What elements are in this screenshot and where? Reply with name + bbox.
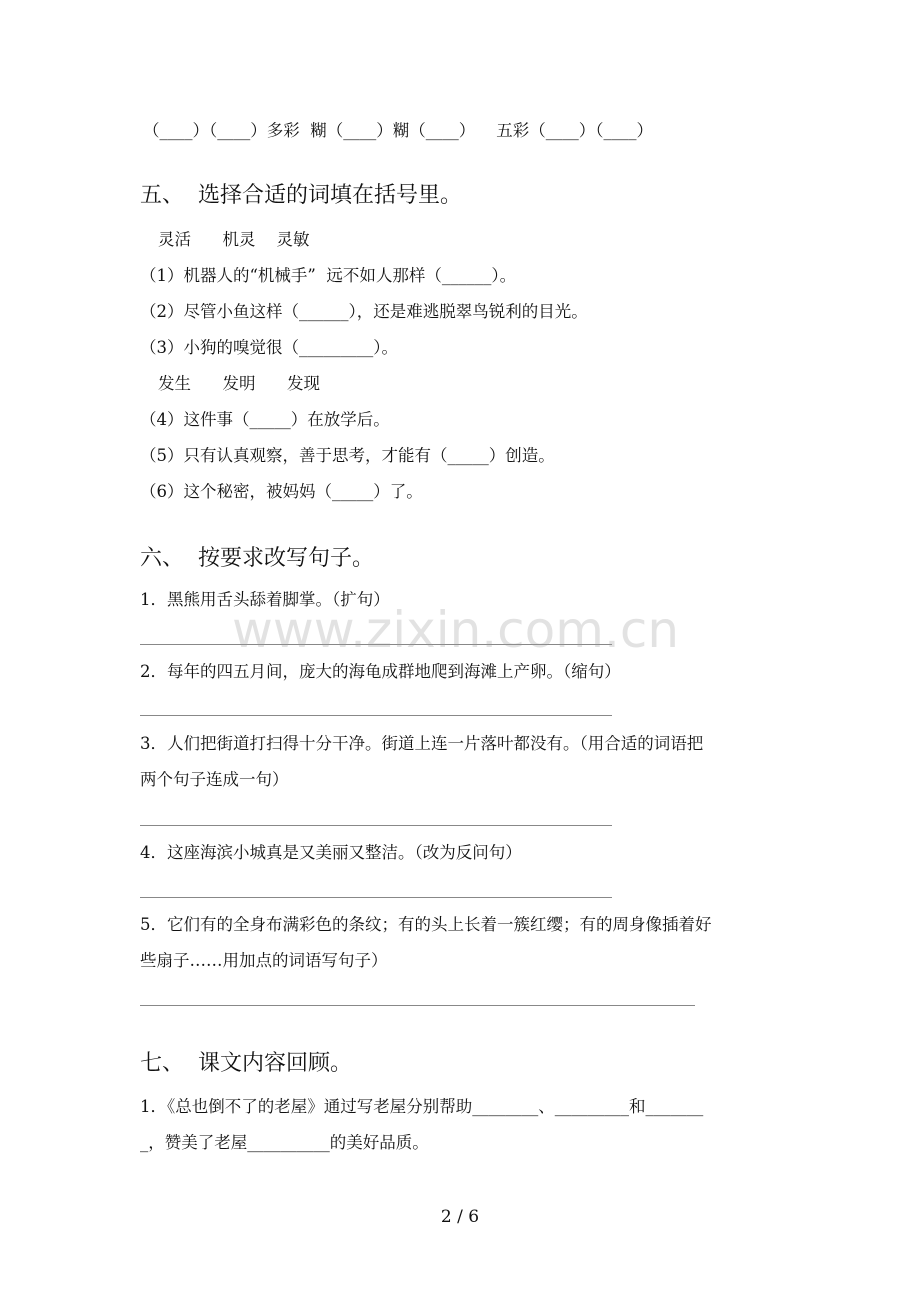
question-5-3: （3）小狗的嗅觉很（_________）。 xyxy=(140,338,398,357)
question-6-3-line-1: 3．人们把街道打扫得十分干净。街道上连一片落叶都没有。（用合适的词语把 xyxy=(140,734,704,753)
question-6-5-line-1: 5．它们有的全身布满彩色的条纹；有的头上长着一簇红缨；有的周身像插着好 xyxy=(140,915,712,934)
section-seven-heading: 七、 课文内容回顾。 xyxy=(140,1051,352,1076)
question-5-4: （4）这件事（_____）在放学后。 xyxy=(140,410,390,429)
question-5-5: （5）只有认真观察，善于思考，才能有（_____）创造。 xyxy=(140,446,555,465)
page-number: 2 / 6 xyxy=(440,1207,480,1227)
word-choices-a: 灵活 机灵 灵敏 xyxy=(158,230,310,249)
question-6-1: 1．黑熊用舌头舔着脚掌。（扩句） xyxy=(140,590,390,609)
question-7-1-line-2: _，赞美了老屋__________的美好品质。 xyxy=(140,1133,429,1152)
answer-line-6-3 xyxy=(140,825,612,826)
question-6-2: 2．每年的四五月间，庞大的海龟成群地爬到海滩上产卵。（缩句） xyxy=(140,662,621,681)
answer-line-6-4 xyxy=(140,897,612,898)
question-6-5-line-2: 些扇子……用加点的词语写句子） xyxy=(140,951,388,970)
question-7-1-line-1: 1．《总也倒不了的老屋》通过写老屋分别帮助________、_________和_______ xyxy=(140,1097,704,1116)
section-six-heading: 六、 按要求改写句子。 xyxy=(140,546,374,571)
word-choices-b: 发生 发明 发现 xyxy=(158,374,320,393)
question-5-2: （2）尽管小鱼这样（______），还是难逃脱翠鸟锐利的目光。 xyxy=(140,302,588,321)
watermark: www.zixin.com.cn xyxy=(232,601,680,659)
question-6-3-line-2: 两个句子连成一句） xyxy=(140,770,289,789)
question-5-6: （6）这个秘密，被妈妈（_____）了。 xyxy=(140,482,423,501)
answer-line-6-2 xyxy=(140,715,612,716)
section-five-heading: 五、 选择合适的词填在括号里。 xyxy=(140,183,462,208)
fill-in-line-top: （____）（____）多彩 糊（____）糊（____） 五彩（____）（____） xyxy=(143,121,653,140)
answer-line-6-5 xyxy=(140,1005,695,1006)
question-6-4: 4．这座海滨小城真是又美丽又整洁。（改为反问句） xyxy=(140,843,522,862)
question-5-1: （1）机器人的“机械手” 远不如人那样（______）。 xyxy=(140,266,517,285)
